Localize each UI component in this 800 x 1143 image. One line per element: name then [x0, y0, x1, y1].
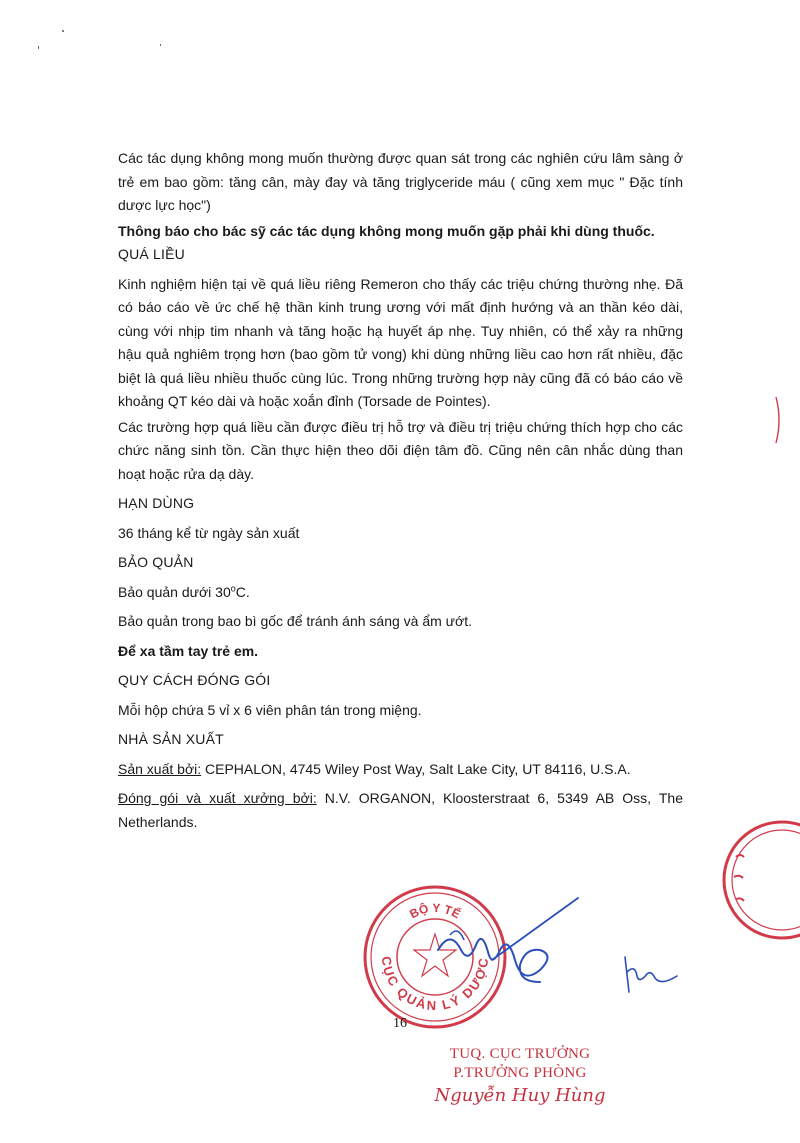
packaging-text: Mỗi hộp chứa 5 vỉ x 6 viên phân tán trong miệng.: [118, 701, 422, 718]
manufactured-by-label: Sản xuất bởi:: [118, 760, 202, 777]
shelf-life-text: 36 tháng kể từ ngày sản xuất: [118, 524, 300, 541]
manufactured-by: [118, 758, 683, 782]
shelf-life-heading: HẠN DÙNG: [118, 495, 195, 511]
page-number: 16: [393, 1016, 407, 1031]
storage-temperature: [118, 581, 683, 605]
packaging-heading: QUY CÁCH ĐÓNG GÓI: [118, 672, 271, 688]
keep-away-children: Để xa tầm tay trẻ em.: [118, 642, 259, 659]
degree-mark: o: [230, 582, 236, 593]
approval-title-line-1: TUQ. CỤC TRƯỞNG: [449, 1046, 591, 1062]
storage-heading: BẢO QUẢN: [118, 554, 194, 570]
partial-stamp-right: [712, 815, 800, 945]
stamp-ring-text: CỤC QUẢN LÝ DƯỢC: [378, 955, 492, 1014]
margin-bracket-mark: [773, 395, 785, 445]
manufactured-by-address: CEPHALON, 4745 Wiley Post Way, Salt Lake City, UT 84116, U.S.A.: [201, 760, 631, 777]
storage-packaging-text: Bảo quản trong bao bì gốc để tránh ánh sáng và ẩm ướt.: [118, 613, 473, 629]
stamp-top-text: BỘ Y TẾ: [407, 900, 463, 922]
packed-released-by-label: Đóng gói và xuất xưởng bởi:: [118, 790, 317, 806]
storage-temperature-unit: C.: [235, 583, 250, 600]
scan-speck: [160, 44, 161, 46]
manufacturer-heading: NHÀ SẢN XUẤT: [118, 731, 224, 747]
initials-mark: [617, 952, 687, 997]
packed-released-by-address: N.V. ORGANON, Kloosterstraat 6, 5349 AB Oss, The Netherlands.: [118, 790, 683, 830]
signature-scribble: [430, 890, 590, 1000]
scan-speck: [62, 30, 64, 32]
storage-temperature-text: Bảo quản dưới 30: [118, 583, 231, 600]
report-side-effects-notice: Thông báo cho bác sỹ các tác dụng không mong muốn gặp phải khi dùng thuốc.: [118, 222, 655, 239]
scan-speck: [38, 46, 39, 49]
side-effects-children-paragraph: Các tác dụng không mong muốn thường được quan sát trong các nghiên cứu lâm sàng ở trẻ em bao gồm: tăng cân, mày đay và tăng triglyceride máu ( cũng xem mục " Đặc tính dược lực học"): [118, 150, 683, 213]
overdose-treatment-paragraph: Các trường hợp quá liều cần được điều trị hỗ trợ và điều trị triệu chứng thích hợp cho các chức năng sinh tồn. Cần thực hiện theo dõi điện tâm đồ. Cũng nên cân nhắc dùng than hoạt hoặc rửa dạ dày.: [118, 418, 683, 482]
signer-name: Nguyễn Huy Hùng: [434, 1085, 606, 1106]
document-body: [118, 147, 683, 840]
overdose-experience-paragraph: Kinh nghiệm hiện tại về quá liều riêng Remeron cho thấy các triệu chứng thường nhẹ. Đã có báo cáo về ức chế hệ thần kinh trung ương với mất định hướng và an thần kéo dài, cùng với nhịp tim nhanh và tăng hoặc hạ huyết áp nhẹ. Tuy nhiên, có thể xảy ra những hậu quả nghiêm trọng hơn (bao gồm tử vong) khi dùng những liều cao hơn rất nhiều, đặc biệt là quá liều nhiều thuốc cùng lúc. Trong những trường hợp này cũng đã có báo cáo về khoảng QT kéo dài và hoặc xoắn đỉnh (Torsade de Pointes).: [118, 275, 683, 409]
overdose-heading: QUÁ LIỀU: [118, 246, 185, 262]
approval-block: [420, 1045, 620, 1106]
approval-title-line-2: P.TRƯỞNG PHÒNG: [453, 1065, 587, 1081]
packed-released-by: [118, 787, 683, 834]
